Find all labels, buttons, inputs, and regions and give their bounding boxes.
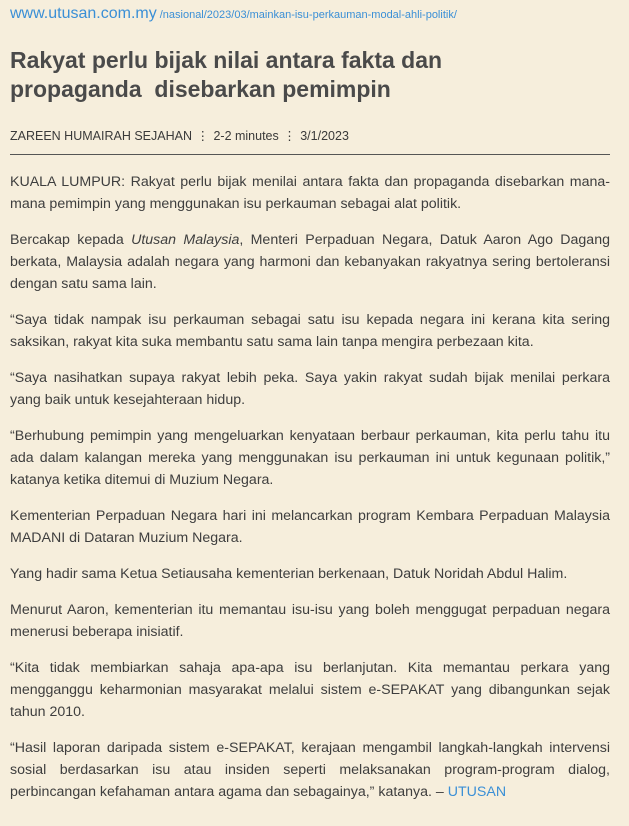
source-url[interactable] xyxy=(10,5,457,23)
publication-name: Utusan Malaysia xyxy=(131,232,240,248)
article-body xyxy=(10,171,610,803)
article-paragraph: “Kita tidak membiarkan sahaja apa-apa isu berlanjutan. Kita memantau perkara yang mengganggu keharmonian masyarakat melalui sistem e-SEPAKAT yang dibangunkan sejak tahun 2010. xyxy=(10,660,610,720)
paragraph-text: “Hasil laporan daripada sistem e-SEPAKAT, kerajaan mengambil langkah-langkah intervensi sosial berdasarkan isu atau insiden seperti melaksanakan program-program dialog, perbincangan kefahaman antara agama dan sebagainya,” katanya. – xyxy=(10,740,610,800)
author-name: ZAREEN HUMAIRAH SEJAHAN xyxy=(10,129,192,143)
paragraph-text: , Menteri Perpaduan Negara, Datuk Aaron Ago Dagang berkata, Malaysia adalah negara yang harmoni dan kebanyakan rakyatnya sering bertoleransi dengan satu sama lain. xyxy=(10,232,610,292)
article-paragraph: KUALA LUMPUR: Rakyat perlu bijak menilai antara fakta dan propaganda disebarkan mana-mana pemimpin yang menggunakan isu perkauman sebagai alat politik. xyxy=(10,174,610,212)
source-link[interactable]: UTUSAN xyxy=(447,784,507,800)
article-paragraph: “Berhubung pemimpin yang mengeluarkan kenyataan berbaur perkauman, kita perlu tahu itu ada dalam kalangan mereka yang menggunakan isu perkauman ini untuk kegunaan politik,” katanya ketika ditemui di Muzium Negara. xyxy=(10,428,610,488)
article-paragraph: “Saya nasihatkan supaya rakyat lebih peka. Saya yakin rakyat sudah bijak menilai perkara yang baik untuk kesejahteraan hidup. xyxy=(10,370,610,408)
publish-date: 3/1/2023 xyxy=(300,129,349,143)
paragraph-text: Bercakap kepada xyxy=(10,232,132,248)
article-title: Rakyat perlu bijak nilai antara fakta dan propaganda disebarkan pemimpin xyxy=(10,47,443,102)
article-paragraph xyxy=(10,229,610,295)
url-path-link[interactable]: /nasional/2023/03/mainkan-isu-perkauman-modal-ahli-politik/ xyxy=(159,9,457,21)
separator-icon: ⋮ xyxy=(283,129,296,143)
article-paragraph: Menurut Aaron, kementerian itu memantau isu-isu yang boleh menggugat perpaduan negara menerusi beberapa inisiatif. xyxy=(10,602,610,640)
article-paragraph: Kementerian Perpaduan Negara hari ini melancarkan program Kembara Perpaduan Malaysia MADANI di Dataran Muzium Negara. xyxy=(10,508,610,546)
url-domain-link[interactable]: www.utusan.com.my xyxy=(10,5,157,22)
article-paragraph xyxy=(10,737,610,803)
article-paragraph: Yang hadir sama Ketua Setiausaha kementerian berkenaan, Datuk Noridah Abdul Halim. xyxy=(10,566,568,582)
article-paragraph: “Saya tidak nampak isu perkauman sebagai satu isu kepada negara ini kerana kita sering saksikan, rakyat kita suka membantu satu sama lain tanpa mengira perbezaan kita. xyxy=(10,312,610,350)
read-time: 2-2 minutes xyxy=(213,129,279,143)
article-byline xyxy=(10,128,349,143)
header-divider xyxy=(10,154,610,155)
separator-icon: ⋮ xyxy=(196,129,209,143)
